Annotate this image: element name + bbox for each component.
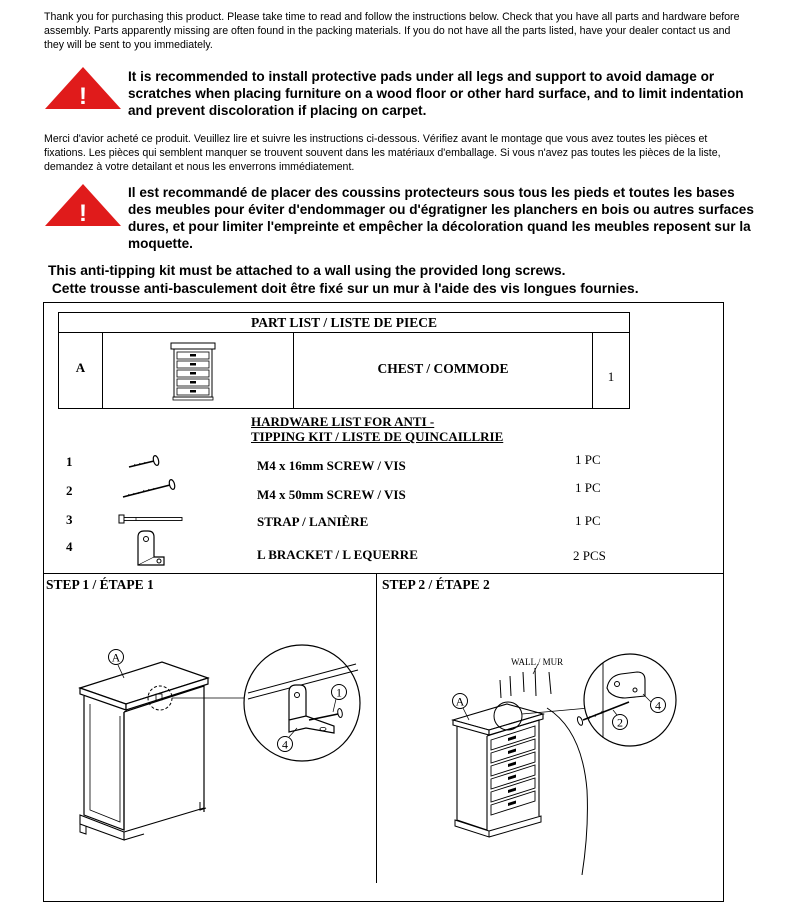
hardware-item-number: 4 — [66, 539, 73, 554]
warning-english: It is recommended to install protective pads under all legs and support to avoid damage or scratches when placing furniture on a wood floor or other hard surface, and to limit indentation and prevent discoloration if placing on carpet. — [128, 69, 744, 118]
part-name: CHEST / COMMODE — [377, 361, 509, 376]
hardware-item-qty: 1 PC — [575, 452, 601, 467]
step1-illustration — [44, 640, 374, 875]
hardware-item-name: M4 x 16mm SCREW / VIS — [257, 458, 406, 473]
wall-label: WALL / MUR — [511, 657, 564, 667]
step2-label-4: 4 — [655, 698, 661, 713]
step2-label-2: 2 — [617, 715, 623, 730]
hardware-item-qty: 1 PC — [575, 480, 601, 495]
hardware-title-line1: HARDWARE LIST FOR ANTI - — [251, 414, 435, 429]
long-screw-icon — [120, 478, 180, 500]
step1-label-1: 1 — [336, 685, 342, 700]
warning-exclamation: ! — [79, 83, 87, 110]
chest-thumbnail-icon — [168, 340, 218, 402]
strap-icon — [118, 512, 186, 526]
anti-tip-french: Cette trousse anti-basculement doit être fixé sur un mur à l'aide des vis longues fournies. — [48, 281, 639, 296]
intro-french: Merci d'avior acheté ce produit. Veuillez lire et suivre les instructions ci-dessous. Vérifiez avant le montage que vous avez toutes les pièces et fixations. Les pièces qui semblent manquer se trouvent souvent dans les matériaux d'emballage. Si vous n'avez pas toutes les pièces de la liste, demandez à votre detailant et nous les enverrons immédiatement. — [44, 133, 721, 173]
part-letter: A — [75, 360, 86, 375]
warning-french: Il est recommandé de placer des coussins protecteurs sous tous les pieds et toutes les bases des meubles pour éviter d'endommager ou d'égratigner les planchers en bois ou autres surfaces dures, et pour limiter l'empreinte et empêcher la décoloration quand les meubles reposent sur la moquette. — [128, 185, 754, 251]
hardware-item-number: 2 — [66, 483, 73, 498]
warning-exclamation: ! — [79, 200, 87, 227]
hardware-item-name: STRAP / LANIÈRE — [257, 514, 369, 529]
l-bracket-icon — [132, 529, 168, 569]
step1-title: STEP 1 / ÉTAPE 1 — [46, 577, 154, 592]
hardware-item-name: M4 x 50mm SCREW / VIS — [257, 487, 406, 502]
hardware-item-number: 1 — [66, 454, 73, 469]
warning-triangle-icon — [44, 66, 122, 110]
warning-triangle-icon — [44, 183, 122, 227]
hardware-item-qty: 1 PC — [575, 513, 601, 528]
anti-tip-english: This anti-tipping kit must be attached to a wall using the provided long screws. — [48, 263, 566, 278]
step2-title: STEP 2 / ÉTAPE 2 — [382, 577, 490, 592]
step1-label-4: 4 — [282, 737, 288, 752]
hardware-item-number: 3 — [66, 512, 73, 527]
part-list-title: PART LIST / LISTE DE PIECE — [58, 312, 630, 333]
hardware-item-qty: 2 PCS — [573, 548, 606, 563]
step2-label-a: A — [455, 694, 465, 709]
frame-divider-horizontal — [43, 573, 724, 574]
step1-label-a: A — [111, 650, 121, 665]
hardware-title-line2: TIPPING KIT / LISTE DE QUINCAILLRIE — [251, 429, 504, 444]
hardware-item-name: L BRACKET / L EQUERRE — [257, 547, 418, 562]
short-screw-icon — [126, 454, 166, 470]
intro-english: Thank you for purchasing this product. Please take time to read and follow the instructions below. Check that you have all parts and hardware before assembly. Parts apparently missing are often found in the packing materials. If you do not have all the parts listed, have your dealer contact us and they will be sent to you immediately. — [44, 11, 740, 51]
part-qty: 1 — [607, 369, 615, 384]
step2-illustration — [377, 640, 722, 875]
